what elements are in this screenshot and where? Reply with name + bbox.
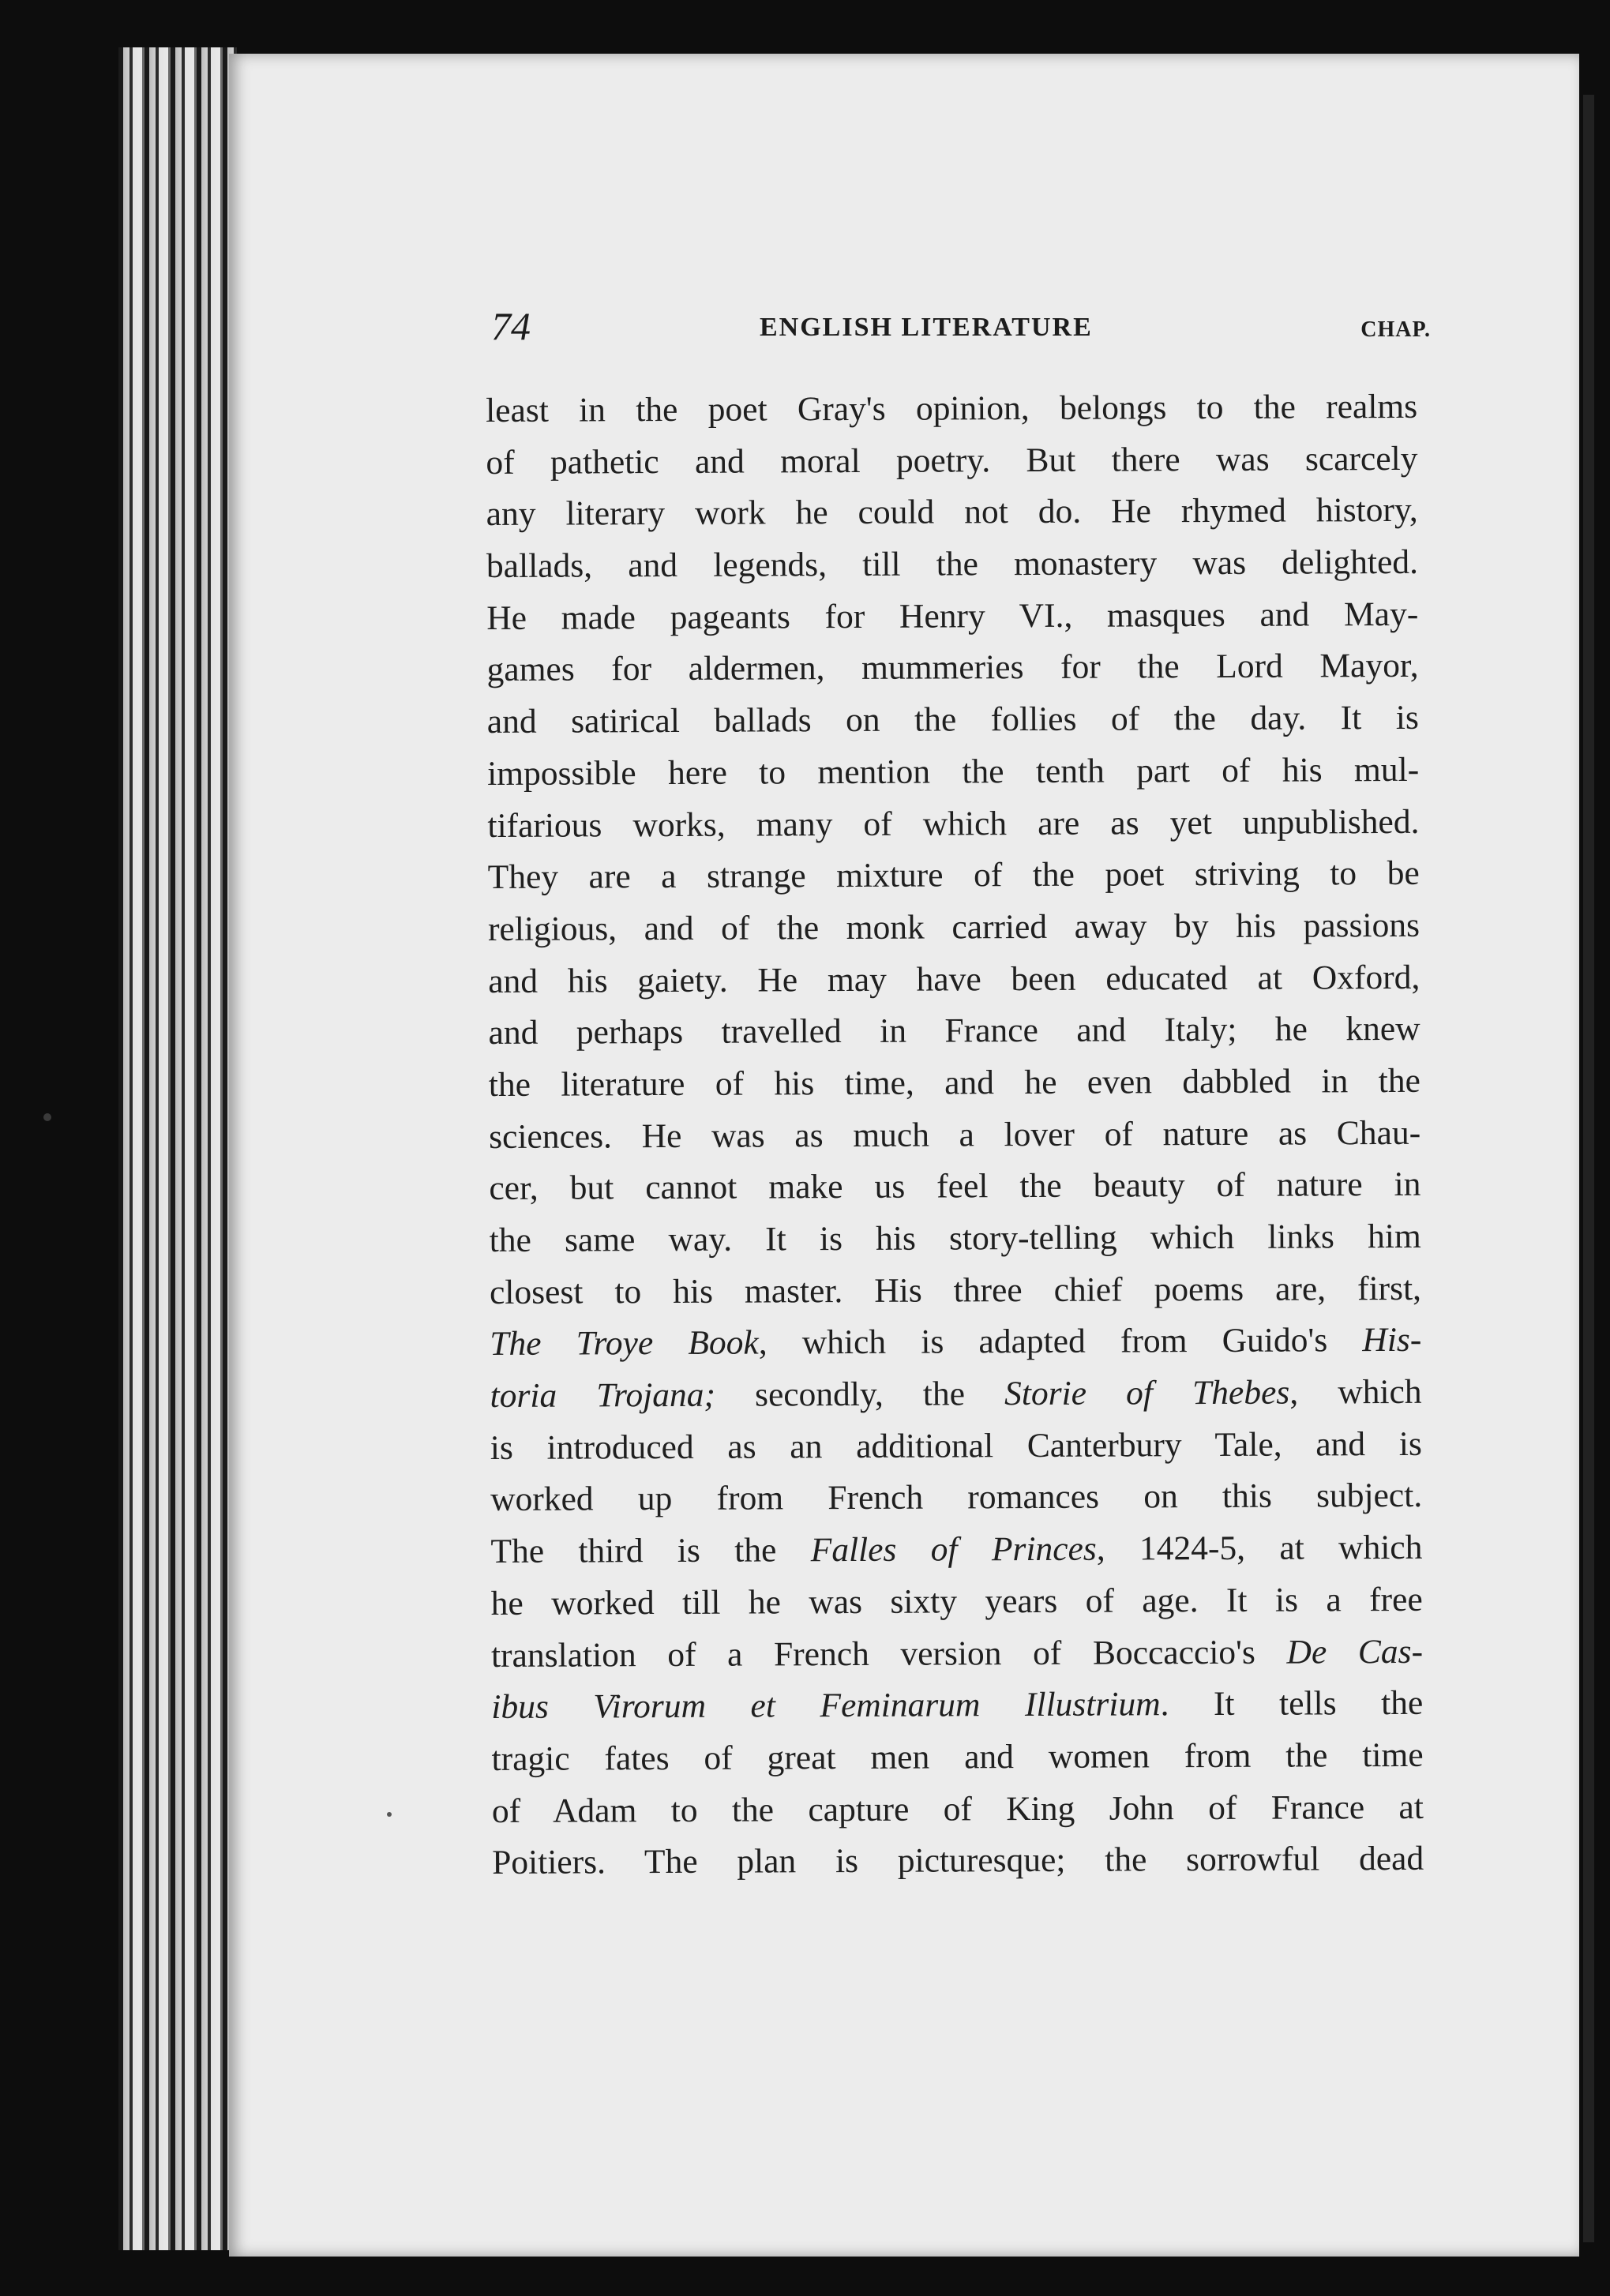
text-line: the literature of his time, and he even dabbled in the bbox=[488, 1061, 1420, 1104]
text-line: worked up from French romances on this subject. bbox=[490, 1476, 1423, 1519]
chapter-marker: CHAP. bbox=[1360, 317, 1431, 342]
text-line: games for aldermen, mummeries for the Lord Mayor, bbox=[486, 647, 1419, 689]
italic-title: Falles of Princes bbox=[810, 1529, 1097, 1570]
text-line bbox=[490, 1315, 1421, 1371]
text-line: is introduced as an additional Canterbury Tale, and is bbox=[490, 1424, 1422, 1467]
text-line: he worked till he was sixty years of age. It is a free bbox=[490, 1580, 1423, 1623]
italic-title: His- bbox=[1362, 1321, 1422, 1360]
text-line: closest to his master. His three chief poems are, first, bbox=[489, 1269, 1422, 1311]
text-line: and satirical ballads on the follies of the day. It is bbox=[486, 698, 1419, 741]
text-line bbox=[490, 1522, 1422, 1578]
text-run: , which is adapted from Guido's bbox=[758, 1321, 1363, 1362]
italic-title: De Cas- bbox=[1286, 1632, 1424, 1671]
text-line: any literary work he could not do. He rhymed history, bbox=[486, 491, 1418, 534]
text-run: secondly, the bbox=[715, 1375, 1005, 1414]
text-line bbox=[491, 1678, 1423, 1734]
text-line: cer, but cannot make us feel the beauty of nature in bbox=[489, 1165, 1421, 1208]
text-run: The third is the bbox=[490, 1531, 811, 1571]
text-line: and perhaps travelled in France and Italy; he knew bbox=[488, 1010, 1420, 1052]
text-line: They are a strange mixture of the poet striving to be bbox=[487, 854, 1420, 897]
text-line: ballads, and legends, till the monastery was delighted. bbox=[486, 542, 1419, 586]
scan-speck bbox=[387, 1812, 392, 1817]
text-line: Poitiers. The plan is picturesque; the sorrowful dead bbox=[492, 1840, 1424, 1882]
body-text bbox=[486, 381, 1424, 1889]
text-line bbox=[490, 1367, 1421, 1423]
text-line: least in the poet Gray's opinion, belongs to the realms bbox=[486, 387, 1418, 430]
text-line: of pathetic and moral poetry. But there was scarcely bbox=[486, 439, 1418, 482]
text-line: of Adam to the capture of King John of France at bbox=[491, 1788, 1424, 1830]
italic-title: ibus Virorum et Feminarum Illustrium bbox=[491, 1685, 1161, 1727]
text-line: impossible here to mention the tenth part of his mul- bbox=[487, 750, 1420, 793]
running-head bbox=[491, 304, 1431, 355]
text-line: the same way. It is his story-telling which links him bbox=[489, 1217, 1421, 1259]
text-run: . It tells the bbox=[1160, 1684, 1424, 1724]
text-run: , which bbox=[1289, 1372, 1422, 1412]
text-line: tifarious works, many of which are as yet unpublished. bbox=[487, 802, 1420, 845]
book-binding-edge bbox=[118, 47, 237, 2250]
text-line bbox=[491, 1626, 1423, 1682]
text-line: and his gaiety. He may have been educated at Oxford, bbox=[488, 958, 1420, 1000]
page-number: 74 bbox=[491, 304, 531, 348]
text-run: , 1424-5, at which bbox=[1096, 1528, 1423, 1568]
scan-speck bbox=[43, 1113, 51, 1121]
text-line: religious, and of the monk carried away by his passions bbox=[487, 906, 1420, 948]
text-run: translation of a French version of Boccaccio's bbox=[490, 1633, 1287, 1675]
italic-title: Storie of Thebes bbox=[1004, 1373, 1290, 1413]
text-line: He made pageants for Henry VI., masques and May- bbox=[486, 595, 1419, 637]
italic-title: The Troye Book bbox=[490, 1323, 759, 1364]
text-line: sciences. He was as much a lover of nature as Chau- bbox=[489, 1113, 1421, 1156]
page-right-edge bbox=[1583, 95, 1594, 2242]
italic-title: toria Trojana; bbox=[490, 1375, 716, 1416]
running-title: ENGLISH LITERATURE bbox=[760, 313, 1093, 342]
text-line: tragic fates of great men and women from the time bbox=[491, 1735, 1424, 1778]
